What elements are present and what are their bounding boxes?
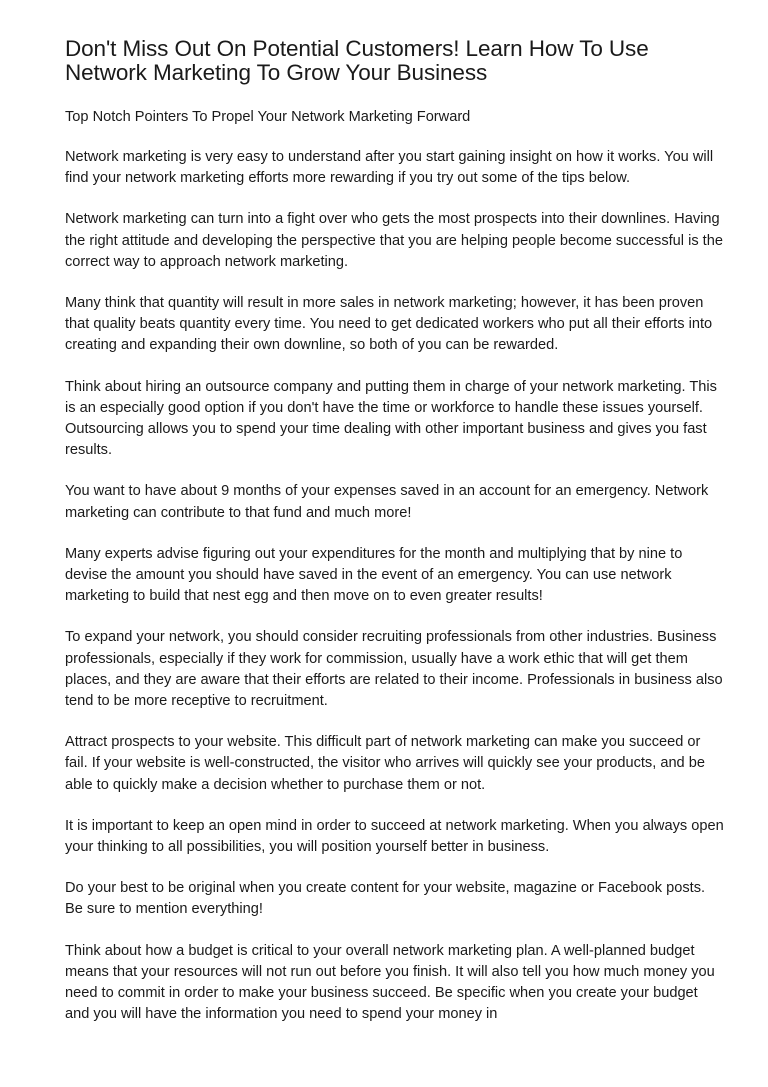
paragraph-6: Many experts advise figuring out your expenditures for the month and multiplying that by nine to devise the amount you should have saved in the event of an emergency. You can use network marketing to build that nest egg and then move on to even greater results! bbox=[65, 545, 683, 605]
page-title: Don't Miss Out On Potential Customers! Learn How To Use Network Marketing To Grow Your Business bbox=[65, 36, 649, 85]
paragraph-8: Attract prospects to your website. This difficult part of network marketing can make you succeed or fail. If your website is well-constructed, the visitor who arrives will quickly see your products, and be able to quickly make a decision whether to purchase them or not. bbox=[65, 734, 705, 793]
paragraph-9: It is important to keep an open mind in order to succeed at network marketing. When you always open your thinking to all possibilities, you will position yourself better in business. bbox=[65, 817, 724, 856]
paragraph-2: Network marketing can turn into a fight over who gets the most prospects into their downlines. Having the right attitude and developing the perspective that you are helping people become successful is the correct way to approach network marketing. bbox=[65, 211, 723, 270]
paragraph-3: Many think that quantity will result in more sales in network marketing; however, it has been proven that quality beats quantity every time. You need to get dedicated workers who put all their efforts into creating and expanding their own downline, so both of you can be rewarded. bbox=[65, 295, 713, 354]
paragraph-5: You want to have about 9 months of your expenses saved in an account for an emergency. Network marketing can contribute to that fund and much more! bbox=[65, 483, 709, 521]
paragraph-4: Think about hiring an outsource company and putting them in charge of your network marketing. This is an especially good option if you don't have the time or workforce to handle these issues yourself. Outsourcing allows you to spend your time dealing with other important business and gives you fast results. bbox=[65, 378, 717, 459]
paragraph-1: Network marketing is very easy to understand after you start gaining insight on how it works. You will find your network marketing efforts more rewarding if you try out some of the tips below. bbox=[65, 149, 714, 187]
paragraph-7: To expand your network, you should consider recruiting professionals from other industries. Business professionals, especially if they work for commission, usually have a work ethic that will get them places, and they are aware that their efforts are related to their income. Professionals in business also tend to be more receptive to recruitment. bbox=[65, 629, 723, 710]
paragraph-11: Think about how a budget is critical to your overall network marketing plan. A well-planned budget means that your resources will not run out before you finish. It will also tell you how much money you need to commit in order to make your business succeed. Be specific when you create your budget and you will have the information you need to spend your money in bbox=[65, 942, 715, 1023]
page-subtitle: Top Notch Pointers To Propel Your Network Marketing Forward bbox=[65, 109, 471, 125]
document-page bbox=[65, 37, 725, 1046]
paragraph-10: Do your best to be original when you create content for your website, magazine or Facebook posts. Be sure to mention everything! bbox=[65, 880, 706, 918]
